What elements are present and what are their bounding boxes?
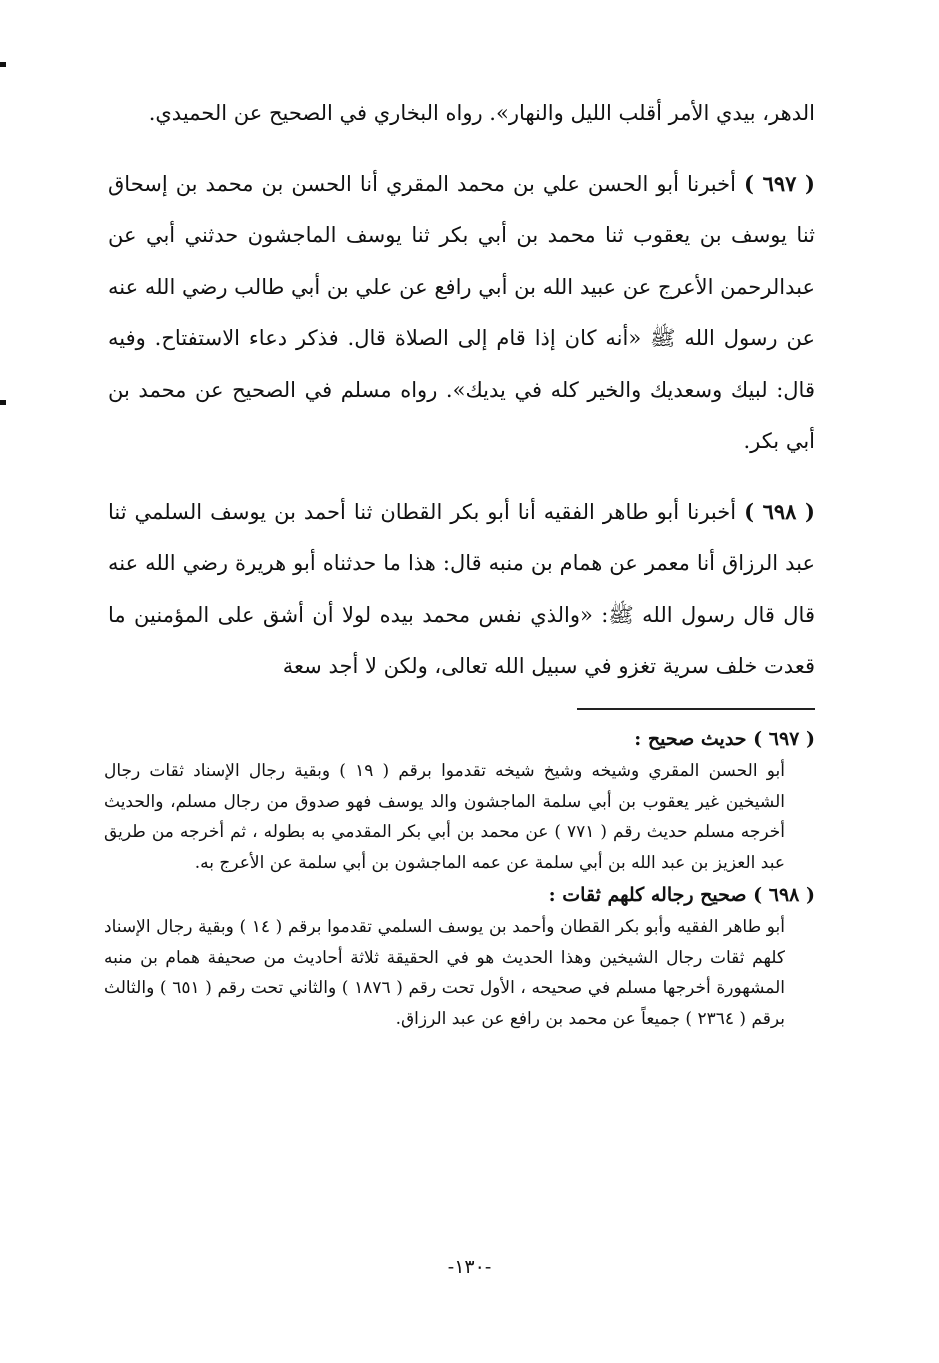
hadith-697 bbox=[108, 158, 815, 468]
footnote-text: أبو طاهر الفقيه وأبو بكر القطان وأحمد بن يوسف السلمي تقدموا برقم ( ١٤ ) وبقية رجال الإسناد كلهم ثقات رجال الشيخين وهذا الحديث هو في الحقيقة ثلاثة أحاديث من صحيفة همام بن منبه المشهورة أخرجها مسلم في صحيحه ، الأول تحت رقم ( ١٨٧٦ ) والثاني تحت رقم ( ٦٥١ ) والثالث برقم ( ٢٣٦٤ ) جميعاً عن محمد بن رافع عن عبد الرزاق. bbox=[104, 917, 785, 1029]
footnotes bbox=[104, 722, 815, 1034]
footnote-separator bbox=[577, 708, 815, 710]
main-text bbox=[108, 88, 815, 693]
hadith-698 bbox=[108, 486, 815, 693]
hadith-number: ( ٦٩٨ ) bbox=[744, 498, 815, 524]
footnote-heading: ( ٦٩٧ ) حديث صحيح : bbox=[634, 728, 815, 750]
scan-edge-mark bbox=[0, 400, 6, 405]
hadith-text: أخبرنا أبو الحسن علي بن محمد المقري أنا الحسن بن محمد بن إسحاق ثنا يوسف بن يعقوب ثنا محمد بن أبي بكر ثنا يوسف الماجشون حدثني أبي عن عبدالرحمن الأعرج عن عبيد الله بن أبي رافع عن علي بن أبي طالب رضي الله عنه عن رسول الله ﷺ «أنه كان إذا قام إلى الصلاة قال. فذكر دعاء الاستفتاح. وفيه قال: لبيك وسعديك والخير كله في يديك». رواه مسلم في الصحيح عن محمد بن أبي بكر. bbox=[108, 171, 815, 453]
scan-edge-mark bbox=[0, 62, 6, 67]
hadith-text: أخبرنا أبو طاهر الفقيه أنا أبو بكر القطان ثنا أحمد بن يوسف السلمي ثنا عبد الرزاق أنا معمر عن همام بن منبه قال: هذا ما حدثناه أبو هريرة رضي الله عنه قال قال رسول الله ﷺ: «والذي نفس محمد بيده لولا أن أشق على المؤمنين ما قعدت خلف سرية تغزو في سبيل الله تعالى، ولكن لا أجد سعة bbox=[108, 499, 815, 678]
intro-paragraph: الدهر، بيدي الأمر أقلب الليل والنهار». رواه البخاري في الصحيح عن الحميدي. bbox=[148, 101, 815, 125]
footnote-text: أبو الحسن المقري وشيخه وشيخ شيخه تقدموا برقم ( ١٩ ) وبقية رجال الإسناد ثقات رجال الشيخين غير يعقوب بن أبي سلمة الماجشون والد يوسف فهو صدوق من رجال مسلم، والحديث أخرجه مسلم حديث رقم ( ٧٧١ ) عن محمد بن أبي بكر المقدمي به بطوله ، ثم أخرجه من طريق عبد العزيز بن عبد الله بن أبي سلمة عن عمه الماجشون بن أبي سلمة عن الأعرج به. bbox=[104, 761, 785, 873]
page-number: -١٣٠- bbox=[447, 1256, 492, 1278]
footnote-heading: ( ٦٩٨ ) صحيح رجاله كلهم ثقات : bbox=[548, 884, 815, 906]
hadith-number: ( ٦٩٧ ) bbox=[743, 170, 815, 196]
